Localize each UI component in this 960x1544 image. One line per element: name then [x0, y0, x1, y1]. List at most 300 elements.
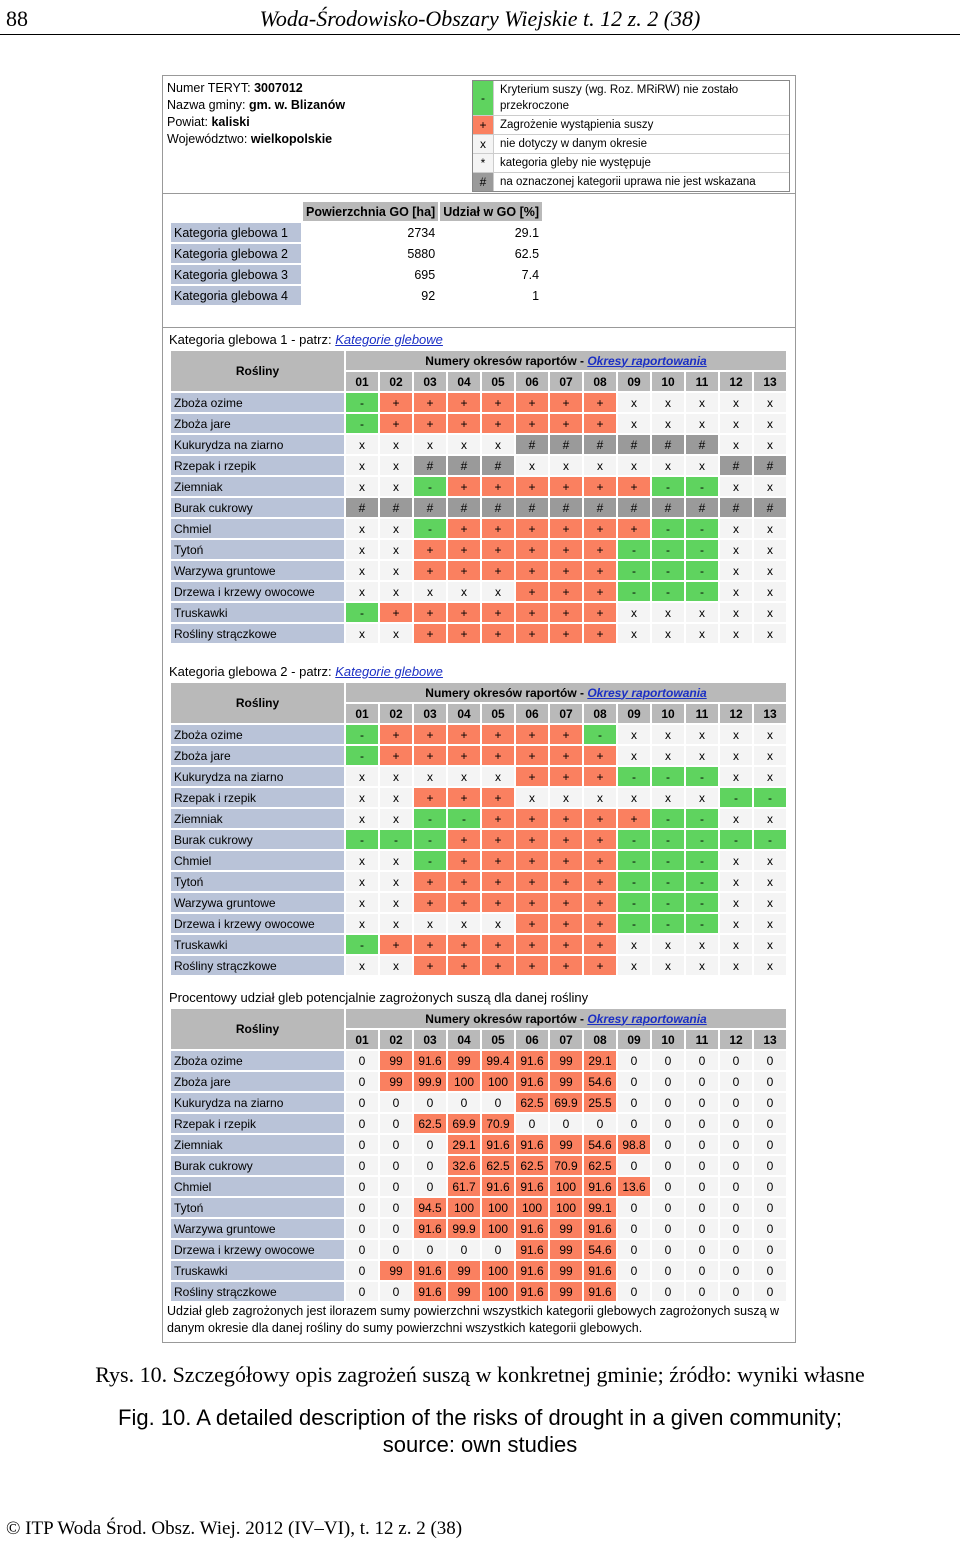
risk-cell: +: [414, 603, 446, 622]
risk-cell: +: [550, 935, 582, 954]
risk-cell: 13.6: [618, 1177, 650, 1196]
risk-cell: +: [550, 851, 582, 870]
risk-cell: 100: [482, 1072, 514, 1091]
risk-cell: +: [516, 809, 548, 828]
risk-cell: 0: [346, 1093, 378, 1112]
risk-cell: +: [516, 624, 548, 643]
risk-cell: +: [550, 956, 582, 975]
risk-cell: x: [380, 809, 412, 828]
risk-cell: -: [686, 477, 718, 496]
risk-cell: -: [754, 830, 786, 849]
soil-category: Kategoria glebowa 4: [171, 286, 301, 305]
risk-cell: 0: [720, 1261, 752, 1280]
table-row: [171, 914, 786, 933]
risk-cell: 29.1: [448, 1135, 480, 1154]
risk-cell: x: [686, 456, 718, 475]
legend-text: nie dotyczy w danym okresie: [493, 135, 789, 153]
risk-cell: #: [618, 498, 650, 517]
risk-cell: -: [686, 540, 718, 559]
period-number: 12: [720, 704, 752, 723]
risk-cell: x: [380, 914, 412, 933]
soil-area: 5880: [407, 246, 436, 261]
risk-cell: -: [618, 893, 650, 912]
risk-cell: x: [686, 393, 718, 412]
risk-cell: x: [414, 582, 446, 601]
caption-en-line1: Fig. 10. A detailed description of the risks of drought in a given community;: [118, 1405, 842, 1430]
table-row: [171, 809, 786, 828]
risk-cell: +: [516, 935, 548, 954]
risk-cell: x: [652, 788, 684, 807]
risk-cell: 0: [380, 1219, 412, 1238]
risk-cell: 0: [414, 1156, 446, 1175]
risk-cell: x: [720, 540, 752, 559]
risk-cell: x: [652, 725, 684, 744]
risk-cell: +: [448, 830, 480, 849]
periods-link[interactable]: Okresy raportowania: [587, 1011, 707, 1026]
gmina-label: Nazwa gminy:: [167, 98, 246, 112]
table-row: [171, 935, 786, 954]
legend-symbol: *: [473, 154, 493, 172]
risk-cell: #: [414, 456, 446, 475]
period-number: 12: [720, 372, 752, 391]
risk-cell: 100: [482, 1198, 514, 1217]
risk-cell: +: [516, 956, 548, 975]
risk-cell: x: [482, 914, 514, 933]
risk-cell: -: [618, 872, 650, 891]
periods-label: Numery okresów raportów -: [425, 685, 588, 700]
risk-cell: x: [720, 393, 752, 412]
risk-cell: -: [652, 914, 684, 933]
risk-cell: 62.5: [584, 1156, 616, 1175]
risk-cell: #: [584, 435, 616, 454]
risk-cell: x: [720, 935, 752, 954]
risk-cell: +: [584, 956, 616, 975]
risk-cell: x: [652, 746, 684, 765]
teryt-value: 3007012: [254, 81, 303, 95]
plant-name: Zboża jare: [171, 1072, 344, 1091]
table-row: [171, 872, 786, 891]
gmina-value: gm. w. Blizanów: [248, 98, 346, 112]
risk-cell: +: [584, 582, 616, 601]
risk-cell: #: [618, 435, 650, 454]
table-row: [171, 519, 786, 538]
risk-cell: +: [584, 540, 616, 559]
risk-cell: x: [754, 582, 786, 601]
risk-cell: x: [720, 582, 752, 601]
risk-cell: x: [686, 788, 718, 807]
woj-label: Województwo:: [167, 132, 248, 146]
risk-cell: 0: [618, 1051, 650, 1070]
risk-cell: +: [414, 788, 446, 807]
risk-cell: +: [482, 519, 514, 538]
risk-cell: 91.6: [584, 1282, 616, 1301]
risk-cell: x: [346, 477, 378, 496]
risk-cell: -: [686, 561, 718, 580]
risk-cell: 0: [686, 1114, 718, 1133]
risk-cell: +: [448, 477, 480, 496]
table-row: [171, 414, 786, 433]
legend-symbol: -: [473, 81, 493, 115]
risk-cell: +: [584, 767, 616, 786]
risk-cell: x: [720, 603, 752, 622]
risk-cell: x: [346, 872, 378, 891]
risk-cell: 0: [380, 1114, 412, 1133]
table-row: [171, 956, 786, 975]
risk-cell: -: [686, 809, 718, 828]
table-row: [171, 725, 786, 744]
risk-cell: #: [482, 456, 514, 475]
risk-cell: 91.6: [584, 1177, 616, 1196]
risk-cell: 99: [550, 1135, 582, 1154]
risk-cell: +: [584, 746, 616, 765]
risk-cell: x: [550, 788, 582, 807]
plant-name: Zboża jare: [171, 414, 344, 433]
legend-row: [473, 154, 789, 173]
risk-cell: -: [448, 809, 480, 828]
pct-title: Procentowy udział gleb potencjalnie zagrożonych suszą dla danej rośliny: [169, 990, 589, 1005]
legend-text: Kryterium suszy (wg. Roz. MRiRW) nie zostało przekroczone: [493, 81, 789, 115]
risk-cell: +: [516, 725, 548, 744]
risk-cell: 0: [686, 1135, 718, 1154]
periods-link[interactable]: Okresy raportowania: [587, 353, 707, 368]
period-number: 01: [346, 372, 378, 391]
risk-cell: x: [720, 561, 752, 580]
risk-cell: +: [516, 414, 548, 433]
risk-cell: 0: [754, 1177, 786, 1196]
risk-cell: #: [448, 456, 480, 475]
col-periods-header: [346, 1009, 786, 1028]
table-row: [171, 893, 786, 912]
risk-cell: 99: [550, 1261, 582, 1280]
pct-note: Udział gleb zagrożonych jest ilorazem sumy powierzchni wszystkich kategorii glebowych zagrożonych suszą w danym okresie dla danej rośliny do sumy powierzchni wszystkich kategorii glebowych.: [167, 1304, 780, 1335]
risk-cell: -: [584, 725, 616, 744]
risk-cell: x: [346, 561, 378, 580]
period-number: 05: [482, 1030, 514, 1049]
risk-cell: 99: [550, 1051, 582, 1070]
risk-cell: 0: [686, 1156, 718, 1175]
risk-cell: +: [414, 414, 446, 433]
risk-cell: x: [754, 561, 786, 580]
plant-name: Rzepak i rzepik: [171, 788, 344, 807]
table-row: [171, 582, 786, 601]
area-table-corner: [171, 202, 301, 221]
risk-cell: +: [550, 914, 582, 933]
kat1-link[interactable]: Kategorie glebowe: [335, 332, 443, 347]
plant-name: Kukurydza na ziarno: [171, 435, 344, 454]
risk-cell: x: [346, 851, 378, 870]
risk-cell: x: [346, 519, 378, 538]
risk-cell: +: [448, 540, 480, 559]
risk-cell: x: [652, 935, 684, 954]
risk-cell: x: [720, 435, 752, 454]
kat1-title: [169, 332, 443, 347]
plant-name: Rzepak i rzepik: [171, 456, 344, 475]
risk-cell: x: [584, 456, 616, 475]
risk-cell: 0: [346, 1051, 378, 1070]
soil-area: 695: [414, 267, 436, 282]
risk-cell: -: [686, 872, 718, 891]
risk-cell: 0: [754, 1261, 786, 1280]
risk-cell: 0: [414, 1177, 446, 1196]
risk-cell: -: [346, 830, 378, 849]
table-row: [171, 435, 786, 454]
risk-cell: +: [482, 956, 514, 975]
risk-cell: 0: [686, 1261, 718, 1280]
risk-cell: -: [346, 935, 378, 954]
risk-cell: +: [482, 788, 514, 807]
kat2-link[interactable]: Kategorie glebowe: [335, 664, 443, 679]
risk-cell: x: [448, 914, 480, 933]
plant-name: Rośliny strączkowe: [171, 1282, 344, 1301]
risk-cell: 70.9: [482, 1114, 514, 1133]
risk-cell: +: [482, 393, 514, 412]
risk-cell: -: [652, 872, 684, 891]
risk-cell: 62.5: [516, 1093, 548, 1112]
risk-cell: x: [346, 435, 378, 454]
risk-cell: x: [754, 809, 786, 828]
risk-cell: x: [380, 561, 412, 580]
risk-cell: x: [754, 540, 786, 559]
risk-cell: +: [516, 582, 548, 601]
risk-cell: +: [550, 561, 582, 580]
risk-cell: 61.7: [448, 1177, 480, 1196]
risk-cell: +: [516, 603, 548, 622]
table-row: [171, 624, 786, 643]
risk-cell: 100: [516, 1198, 548, 1217]
header-rule: [0, 34, 960, 35]
risk-cell: x: [686, 603, 718, 622]
table-row: [171, 603, 786, 622]
risk-cell: x: [754, 851, 786, 870]
period-number: 04: [448, 1030, 480, 1049]
risk-cell: 62.5: [414, 1114, 446, 1133]
risk-cell: +: [414, 624, 446, 643]
risk-cell: 0: [448, 1093, 480, 1112]
risk-cell: #: [482, 498, 514, 517]
risk-cell: +: [482, 540, 514, 559]
risk-cell: x: [346, 809, 378, 828]
risk-cell: x: [380, 477, 412, 496]
table-row: [171, 393, 786, 412]
plant-name: Rzepak i rzepik: [171, 1114, 344, 1133]
risk-cell: +: [516, 893, 548, 912]
kat1-crop-table: [169, 349, 788, 645]
risk-cell: #: [754, 498, 786, 517]
risk-cell: +: [448, 393, 480, 412]
col-plants-header: Rośliny: [171, 1009, 344, 1049]
risk-cell: x: [618, 603, 650, 622]
risk-cell: +: [482, 893, 514, 912]
risk-cell: x: [754, 519, 786, 538]
risk-cell: +: [584, 519, 616, 538]
risk-cell: 99: [550, 1240, 582, 1259]
risk-cell: 0: [720, 1093, 752, 1112]
risk-cell: -: [346, 414, 378, 433]
risk-cell: #: [414, 498, 446, 517]
risk-cell: x: [618, 746, 650, 765]
risk-cell: 98.8: [618, 1135, 650, 1154]
plant-name: Warzywa gruntowe: [171, 893, 344, 912]
risk-cell: +: [550, 624, 582, 643]
risk-cell: 0: [652, 1156, 684, 1175]
risk-cell: x: [380, 624, 412, 643]
period-number: 09: [618, 1030, 650, 1049]
risk-cell: 99: [380, 1261, 412, 1280]
risk-cell: 0: [652, 1240, 684, 1259]
risk-cell: x: [346, 914, 378, 933]
risk-cell: +: [584, 830, 616, 849]
risk-cell: 0: [346, 1261, 378, 1280]
risk-cell: 25.5: [584, 1093, 616, 1112]
risk-cell: 99: [448, 1261, 480, 1280]
risk-cell: #: [584, 498, 616, 517]
table-row: [171, 767, 786, 786]
risk-cell: 0: [652, 1072, 684, 1091]
risk-cell: -: [686, 767, 718, 786]
risk-cell: +: [516, 830, 548, 849]
risk-cell: 0: [754, 1072, 786, 1091]
risk-cell: 0: [652, 1051, 684, 1070]
legend-text: kategoria gleby nie występuje: [493, 154, 789, 172]
risk-cell: 99.9: [414, 1072, 446, 1091]
risk-cell: x: [754, 746, 786, 765]
risk-cell: +: [550, 725, 582, 744]
legend-symbol: #: [473, 173, 493, 191]
risk-cell: #: [652, 498, 684, 517]
col-plants-header: Rośliny: [171, 683, 344, 723]
teryt-label: Numer TERYT:: [167, 81, 251, 95]
risk-cell: 0: [618, 1282, 650, 1301]
risk-cell: +: [516, 393, 548, 412]
risk-cell: 0: [550, 1114, 582, 1133]
kat2-crop-table: [169, 681, 788, 977]
risk-cell: -: [686, 893, 718, 912]
risk-cell: x: [686, 414, 718, 433]
risk-cell: 0: [652, 1198, 684, 1217]
risk-cell: 0: [448, 1240, 480, 1259]
risk-cell: 0: [584, 1114, 616, 1133]
risk-cell: +: [380, 746, 412, 765]
risk-cell: #: [550, 435, 582, 454]
risk-cell: x: [754, 872, 786, 891]
risk-cell: +: [380, 725, 412, 744]
risk-cell: x: [618, 956, 650, 975]
plant-name: Chmiel: [171, 851, 344, 870]
period-number: 10: [652, 704, 684, 723]
risk-cell: 0: [720, 1156, 752, 1175]
risk-cell: +: [550, 540, 582, 559]
risk-cell: 100: [550, 1177, 582, 1196]
risk-cell: 0: [686, 1198, 718, 1217]
risk-cell: 99.1: [584, 1198, 616, 1217]
risk-cell: -: [754, 788, 786, 807]
risk-cell: 0: [754, 1156, 786, 1175]
periods-label: Numery okresów raportów -: [425, 353, 588, 368]
table-row: [171, 540, 786, 559]
risk-cell: #: [652, 435, 684, 454]
risk-cell: +: [380, 603, 412, 622]
drought-figure: [162, 75, 796, 1343]
risk-cell: +: [482, 809, 514, 828]
risk-cell: x: [754, 935, 786, 954]
risk-cell: 70.9: [550, 1156, 582, 1175]
risk-cell: x: [414, 914, 446, 933]
risk-cell: +: [482, 414, 514, 433]
risk-cell: 62.5: [516, 1156, 548, 1175]
risk-cell: #: [516, 498, 548, 517]
risk-cell: +: [584, 624, 616, 643]
symbol-legend: [472, 80, 790, 192]
plant-name: Warzywa gruntowe: [171, 561, 344, 580]
risk-cell: +: [380, 414, 412, 433]
risk-cell: x: [720, 893, 752, 912]
plant-name: Zboża ozime: [171, 393, 344, 412]
risk-cell: 91.6: [584, 1261, 616, 1280]
divider: [163, 327, 795, 328]
risk-cell: +: [584, 914, 616, 933]
risk-cell: -: [618, 561, 650, 580]
risk-cell: 0: [754, 1051, 786, 1070]
risk-cell: -: [414, 519, 446, 538]
share-header: Udział w GO [%]: [440, 202, 542, 221]
risk-cell: x: [414, 767, 446, 786]
risk-cell: x: [414, 435, 446, 454]
risk-cell: +: [482, 746, 514, 765]
risk-cell: #: [516, 435, 548, 454]
plant-name: Chmiel: [171, 519, 344, 538]
risk-cell: x: [754, 414, 786, 433]
plant-name: Burak cukrowy: [171, 830, 344, 849]
soil-share: 1: [532, 288, 540, 303]
caption-en: [0, 1404, 960, 1458]
period-number: 03: [414, 704, 446, 723]
soil-category: Kategoria glebowa 1: [171, 223, 301, 242]
risk-cell: -: [618, 851, 650, 870]
risk-cell: +: [414, 872, 446, 891]
legend-row: [473, 173, 789, 191]
risk-cell: -: [686, 914, 718, 933]
risk-cell: 0: [618, 1093, 650, 1112]
risk-cell: 91.6: [414, 1261, 446, 1280]
risk-cell: -: [414, 851, 446, 870]
risk-cell: +: [414, 893, 446, 912]
risk-cell: -: [346, 746, 378, 765]
risk-cell: +: [414, 540, 446, 559]
risk-cell: x: [652, 393, 684, 412]
risk-cell: x: [380, 767, 412, 786]
risk-cell: 0: [414, 1093, 446, 1112]
legend-row: [473, 81, 789, 116]
legend-symbol: x: [473, 135, 493, 153]
risk-cell: 0: [346, 1072, 378, 1091]
risk-cell: +: [516, 746, 548, 765]
woj-value: wielkopolskie: [250, 132, 333, 146]
risk-cell: +: [448, 519, 480, 538]
risk-cell: x: [754, 435, 786, 454]
periods-link[interactable]: Okresy raportowania: [587, 685, 707, 700]
plant-name: Tytoń: [171, 872, 344, 891]
risk-cell: -: [346, 725, 378, 744]
risk-cell: 99.9: [448, 1219, 480, 1238]
soil-share: 7.4: [521, 267, 540, 282]
risk-cell: 32.6: [448, 1156, 480, 1175]
risk-cell: 91.6: [414, 1051, 446, 1070]
risk-cell: 0: [618, 1261, 650, 1280]
risk-cell: +: [584, 851, 616, 870]
risk-cell: -: [618, 540, 650, 559]
page-footer: © ITP Woda Środ. Obsz. Wiej. 2012 (IV–VI), t. 12 z. 2 (38): [6, 1518, 463, 1539]
risk-cell: x: [652, 603, 684, 622]
